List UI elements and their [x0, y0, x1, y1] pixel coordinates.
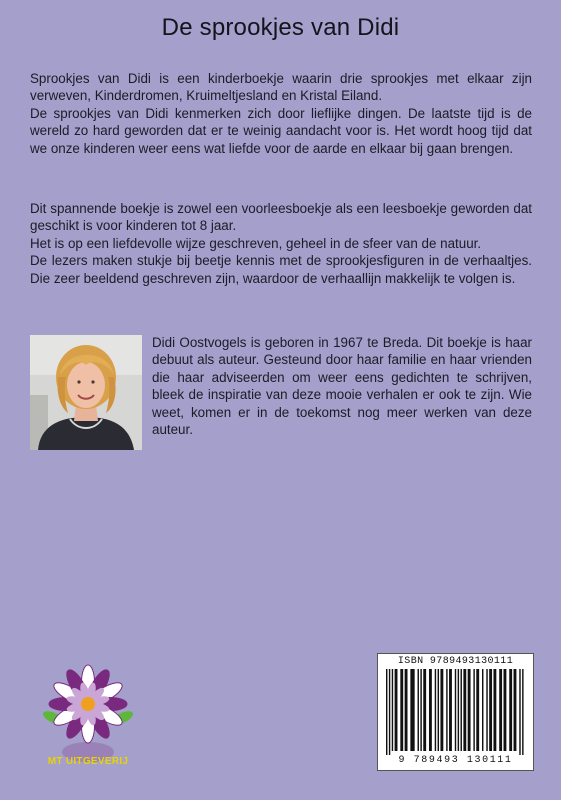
intro-paragraph-2: De sprookjes van Didi kenmerken zich door lieflijke dingen. De laatste tijd is de wereld zo hard geworden dat er te weinig aandacht voor is. Het wordt hoog tijd dat we onze kinderen weer eens wat liefde voor de aarde en elkaar bij gaan brengen. [30, 105, 532, 156]
intro-text [30, 70, 532, 157]
barcode-bar [522, 669, 523, 755]
barcode-bar [446, 669, 447, 751]
barcode-bar [482, 669, 483, 751]
barcode-bar [410, 669, 414, 751]
barcode-bar [463, 669, 466, 751]
barcode-bars [384, 669, 527, 755]
barcode-bar [405, 669, 408, 751]
barcode-bar [455, 669, 456, 751]
barcode-bar [486, 669, 487, 751]
barcode-bar [509, 669, 512, 751]
barcode-bar [489, 669, 492, 751]
author-bio-paragraph: Didi Oostvogels is geboren in 1967 te Breda. Dit boekje is haar debuut als auteur. Gesteund door haar familie en haar vrienden die haar adviseerden om weer eens gedichten te schrijven, bleek de inspiratie van deze mooie verhalen er ook te zijn. Wie weet, komen er in de toekomst nog meer werken van deze auteur. [152, 335, 532, 438]
barcode-bar [420, 669, 421, 751]
barcode-bar [473, 669, 474, 751]
isbn-barcode [377, 653, 534, 771]
barcode-bar [476, 669, 479, 751]
intro-paragraph-1: Sprookjes van Didi is een kinderboekje waarin drie sprookjes met elkaar zijn verweven, Kinderdromen, Kruimeltjesland en Kristal Eiland. [30, 71, 532, 104]
barcode-bar [418, 669, 419, 751]
description-paragraph-2: Het is op een liefdevolle wijze geschreven, geheel in de sfeer van de natuur. [30, 235, 482, 251]
barcode-bar [386, 669, 387, 755]
book-title: De sprookjes van Didi [161, 14, 400, 41]
publisher-logo-text: MT UITGEVERIJ [47, 756, 129, 767]
barcode-bar [514, 669, 517, 751]
description-text [30, 200, 532, 287]
barcode-bar [493, 669, 496, 751]
barcode-bar [435, 669, 436, 751]
barcode-bar [440, 669, 443, 751]
barcode-bar [395, 669, 398, 751]
barcode-bar [461, 669, 462, 751]
barcode-bar [429, 669, 432, 751]
author-photo [30, 335, 142, 450]
description-paragraph-3: De lezers maken stukje bij beetje kennis met de sprookjesfiguren in de verhaaltjes. Die zeer beeldend geschreven zijn, waardoor de verhaallijn makkelijk te volgen is. [30, 253, 532, 286]
barcode-bar [389, 669, 390, 755]
barcode-bar [504, 669, 507, 751]
isbn-digits: 9 789493 130111 [398, 755, 513, 766]
barcode-bar [423, 669, 426, 751]
barcode-bar [519, 669, 520, 755]
barcode-bar [400, 669, 403, 751]
barcode-bar [499, 669, 502, 751]
barcode-bar [468, 669, 471, 751]
barcode-bar [449, 669, 452, 751]
author-bio [152, 334, 532, 438]
barcode-bar [458, 669, 459, 751]
logo-center [81, 697, 95, 711]
description-paragraph-1: Dit spannende boekje is zowel een voorleesboekje als een leesboekje geworden dat geschikt is voor kinderen tot 8 jaar. [30, 201, 532, 234]
isbn-label: ISBN 9789493130111 [397, 656, 514, 667]
barcode-bar [392, 669, 393, 751]
author-portrait-image [30, 335, 142, 450]
barcode-bar [438, 669, 439, 751]
